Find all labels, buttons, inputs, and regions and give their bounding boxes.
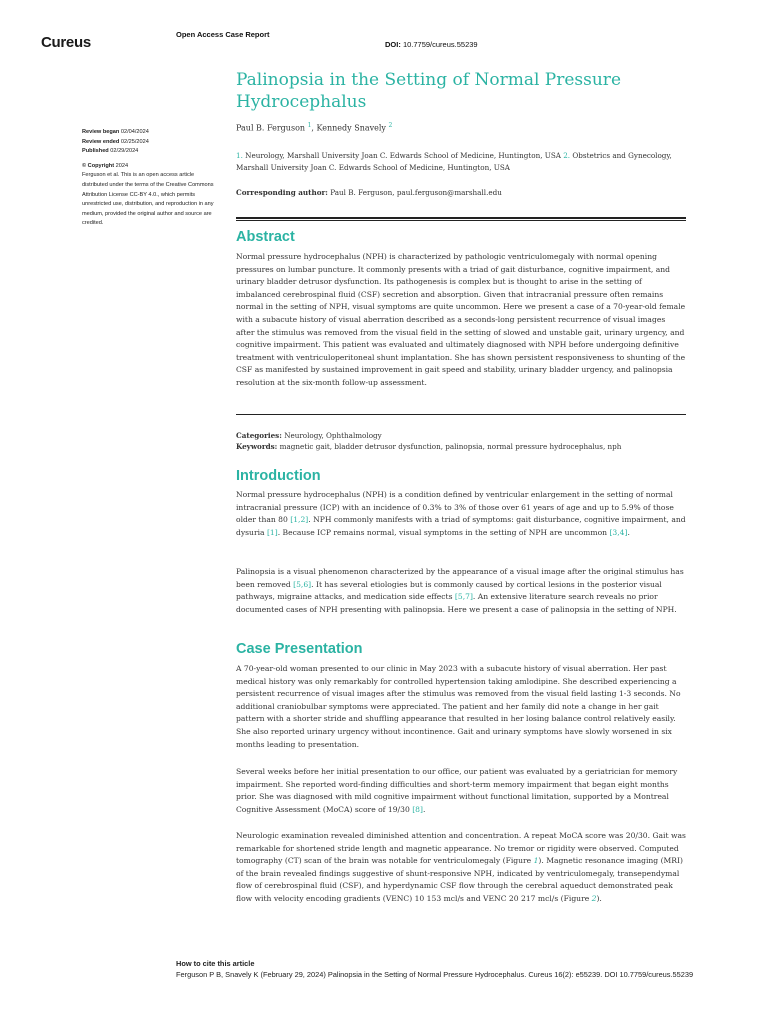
article-title: Palinopsia in the Setting of Normal Pressure Hydrocephalus: [236, 70, 621, 112]
journal-logo: Cureus: [41, 34, 91, 51]
section-divider: [236, 217, 686, 221]
review-ended: Review ended 02/25/2024: [82, 138, 149, 145]
citation-link[interactable]: [1]: [266, 527, 278, 537]
copyright: © Copyright 2024: [82, 162, 129, 169]
published-date: Published 02/29/2024: [82, 148, 139, 155]
citation-link[interactable]: [3,4]: [609, 527, 628, 537]
introduction-heading: Introduction: [236, 468, 321, 484]
affiliations: [236, 150, 686, 173]
how-to-cite-heading: How to cite this article: [176, 959, 255, 968]
abstract-text: Normal pressure hydrocephalus (NPH) is characterized by pathologic ventriculomegaly with normal opening pressures on lumbar puncture. It commonly presents with a triad of gait disturbance, cognitive impairment, and urinary bladder detrusor dysfunction. Its pathogenesis is complex but is thought to arise in the setting of imbalanced cerebrospinal fluid (CSF) secretion and absorption. Given that intracranial pressure often remains normal in the setting of NPH, visual symptoms are quite uncommon. Here we present a case of a 70-year-old female with a subacute history of visual aberration described as a seconds-long persistent recurrence of visual images after the stimulus was removed from the visual field in the setting of slowed and unstable gait, urinary urgency, and cognitive impairment. This patient was evaluated and ultimately diagnosed with NPH before undergoing definitive treatment with ventriculoperitoneal shunt implantation. She has shown persistent responsiveness to shunting of the CSF as manifested by sustained improvement in gait speed and stability, urinary bladder urgency, and palinopsia resolution at the six-month follow-up assessment.: [236, 252, 686, 387]
categories: Categories: Neurology, Ophthalmology: [236, 431, 382, 440]
author-link[interactable]: Kennedy Snavely: [316, 123, 386, 133]
keywords: Keywords: magnetic gait, bladder detrusor dysfunction, palinopsia, normal pressure hydrocephalus, nph: [236, 442, 622, 451]
case-paragraph: A 70-year-old woman presented to our clinic in May 2023 with a subacute history of visual aberration. Her past medical history was only remarkably for controlled hypertension taking amlodipine. She described experiencing a persistent recurrence of visual images after the stimulus was removed from the visual field lasting 1-3 seconds. No additional craniobulbar symptoms were appreciated. The patient and her family did note a change in her gait pattern with a shorter stride and shuffling appearance that resulted in her losing balance control relatively easily. She also reported urinary urgency without incontinence. Gait and urinary symptoms have slowly worsened in six months leading to presentation.: [236, 664, 681, 749]
author-list: Paul B. Ferguson $^1$, Kennedy Snavely $^2$: [236, 122, 393, 133]
keywords-value: magnetic gait, bladder detrusor dysfunction, palinopsia, normal pressure hydrocephalus, nph: [279, 442, 622, 451]
citation-link[interactable]: [5,7]: [454, 592, 473, 602]
license-text: Ferguson et al. This is an open access article distributed under the terms of the Creative Commons Attribution License CC-BY 4.0., which permits unrestricted use, distribution, and reproduction in any medium, provided the original author and source are credited.: [82, 172, 214, 227]
figure-link[interactable]: 2: [591, 893, 597, 903]
article-type: Open Access Case Report: [176, 30, 270, 39]
citation-link[interactable]: [1,2]: [290, 515, 309, 525]
corresponding-author: [236, 188, 686, 197]
corresponding-label: Corresponding author:: [236, 188, 328, 197]
affiliation-text: Obstetrics and Gynecology, Marshall University Joan C. Edwards School of Medicine, Huntington, USA: [236, 151, 672, 172]
affiliation-number: 1.: [236, 151, 243, 160]
introduction-paragraph: Palinopsia is a visual phenomenon characterized by the appearance of a visual image after the original stimulus has been removed [5,6]. It has several etiologies but is commonly caused by cortical lesions in the posterior visual pathways, migraine attacks, and medication side effects [5,7]. An extensive literature search reveals no prior documented cases of NPH presenting with palinopsia. Here we present a case of palinopsia in the setting of NPH.: [236, 567, 684, 614]
figure-link[interactable]: 1: [533, 856, 539, 866]
citation-link[interactable]: [8]: [412, 804, 423, 814]
doi-label: DOI:: [385, 40, 401, 49]
affiliation-number: 2.: [563, 151, 571, 160]
section-divider: [236, 414, 686, 415]
citation-link[interactable]: [5,6]: [293, 579, 312, 589]
article-sidebar: [82, 128, 218, 229]
review-began: Review began 02/04/2024: [82, 129, 149, 135]
affiliation-marker[interactable]: 1: [307, 122, 312, 129]
case-paragraph: Several weeks before her initial presentation to our office, our patient was evaluated by a geriatrician for memory impairment. She reported word-finding difficulties and short-term memory impairment that began eight months prior. She was diagnosed with mild cognitive impairment without functional limitation, supported by a Montreal Cognitive Assessment (MoCA) score of 19/30 [8].: [236, 767, 678, 814]
case-paragraph: Neurologic examination revealed diminished attention and concentration. A repeat MoCA score was 20/30. Gait was remarkable for shortened stride length and magnetic appearance. No tremor or rigidity were observed. Computed tomography (CT) scan of the brain was notable for ventriculomegaly (Figure 1). Magnetic resonance imaging (MRI) of the brain revealed findings suggestive of shunt-responsive NPH, indicated by ventriculomegaly, transependymal flow of cerebrospinal fluid (CSF), and hyperdynamic CSF flow through the cerebral aqueduct demonstrated peak flow with velocity encoding gradients (VENC) 10 153 mcl/s and VENC 20 217 mcl/s (Figure 2).: [236, 831, 686, 903]
affiliation-marker[interactable]: 2: [388, 122, 393, 129]
categories-value[interactable]: Neurology, Ophthalmology: [284, 431, 382, 440]
case-presentation-heading: Case Presentation: [236, 641, 363, 657]
introduction-paragraph: Normal pressure hydrocephalus (NPH) is a condition defined by ventricular enlargement in the setting of normal intracranial pressure (ICP) with an incidence of 0.3% to 3% of those over 61 years of age and up to 5.9% of those older than 80 [1,2]. NPH commonly manifests with a triad of symptoms: gait disturbance, cognitive impairment, and dysuria [1]. Because ICP remains normal, visual symptoms in the setting of NPH are uncommon [3,4].: [236, 490, 686, 537]
doi[interactable]: [385, 40, 478, 49]
citation-text: Ferguson P B, Snavely K (February 29, 2024) Palinopsia in the Setting of Normal Pressure Hydrocephalus. Cureus 16(2): e55239. DOI 10.7759/cureus.55239: [176, 969, 694, 979]
how-to-cite: [176, 959, 696, 980]
corresponding-contact[interactable]: Paul B. Ferguson, paul.ferguson@marshall.edu: [330, 188, 502, 197]
author-link[interactable]: Paul B. Ferguson: [236, 123, 306, 133]
abstract-heading: Abstract: [236, 229, 295, 245]
affiliation-text: Neurology, Marshall University Joan C. Edwards School of Medicine, Huntington, USA: [245, 151, 561, 160]
doi-value[interactable]: 10.7759/cureus.55239: [402, 40, 478, 49]
